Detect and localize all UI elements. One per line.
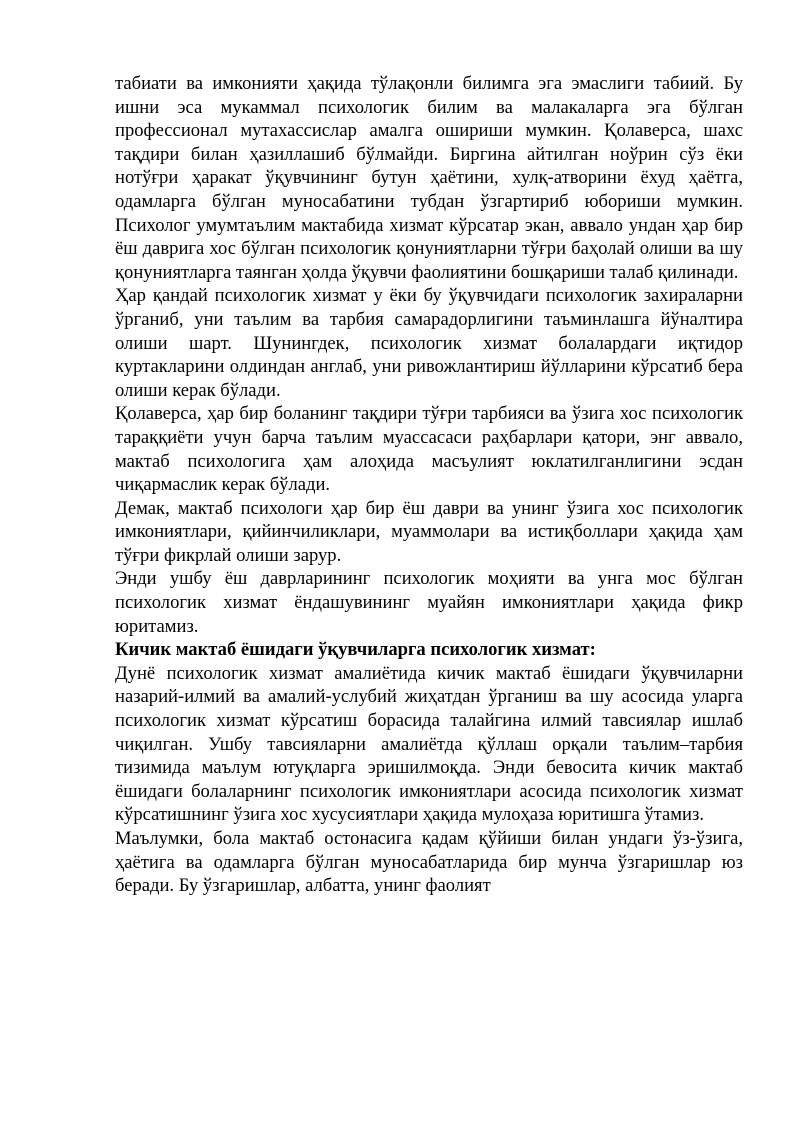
section-heading: Кичик мактаб ёшидаги ўқувчиларга психологик хизмат: — [115, 639, 596, 661]
paragraph-2: Ҳар қандай психологик хизмат у ёки бу ўқувчидаги психологик захираларни ўрганиб, уни таълим ва тарбия самарадорлигини таъминлашга йўналтира олиши шарт. Шунингдек, психологик хизмат болалардаги иқтидор куртакларини олдиндан англаб, уни ривожлантириш йўлларини кўрсатиб бера олиши керак бўлади. — [115, 285, 743, 401]
paragraph-5: Энди ушбу ёш даврларининг психологик моҳияти ва унга мос бўлган психологик хизмат ёндашувининг муайян имкониятлари ҳақида фикр юритамиз. — [115, 568, 743, 637]
paragraph-4: Демак, мактаб психологи ҳар бир ёш даври ва унинг ўзига хос психологик имкониятлари, қийинчиликлари, муаммолари ва истиқболлари ҳақида ҳам тўғри фикрлай олиши зарур. — [115, 497, 743, 566]
paragraph-3: Қолаверса, ҳар бир боланинг тақдири тўғри тарбияси ва ўзига хос психологик тараққиёти учун барча таълим муассасаси раҳбарлари қатори, энг аввало, мактаб психологига ҳам алоҳида масъулият юклатилганлигини эсдан чиқармаслик керак бўлади. — [115, 403, 743, 496]
paragraph-6: Дунё психологик хизмат амалиётида кичик мактаб ёшидаги ўқувчиларни назарий-илмий ва амалий-услубий жиҳатдан ўрганиш ва шу асосида уларга психологик хизмат кўрсатиш борасида талайгина илмий тавсиялар ишлаб чиқилган. Ушбу тавсияларни амалиётда қўллаш орқали таълим–тарбия тизимида маълум ютуқларга эришилмоқда. Энди бевосита кичик мактаб ёшидаги болаларнинг психологик имкониятлари асосида психологик хизмат кўрсатишнинг ўзига хос хусусиятлари ҳақида мулоҳаза юритишга ўтамиз. — [115, 662, 743, 826]
document-page — [115, 72, 743, 898]
paragraph-1: табиати ва имконияти ҳақида тўлақонли билимга эга эмаслиги табиий. Бу ишни эса мукаммал психологик билим ва малакаларга эга бўлган профессионал мутахассислар амалга ошириши мумкин. Қолаверса, шахс тақдири билан ҳазиллашиб бўлмайди. Биргина айтилган ноўрин сўз ёки нотўғри ҳаракат ўқувчининг бутун ҳаётини, хулқ-атворини ёхуд ҳаётга, одамларга бўлган муносабатини тубдан ўзгартириб юбориши мумкин. Психолог умумтаълим мактабида хизмат кўрсатар экан, аввало ундан ҳар бир ёш даврига хос бўлган психологик қонуниятларни тўғри баҳолай олиши ва шу қонуниятларга таянган ҳолда ўқувчи фаолиятини бошқариши талаб қилинади. — [115, 73, 743, 283]
paragraph-7: Маълумки, бола мактаб остонасига қадам қўйиши билан ундаги ўз-ўзига, ҳаётига ва одамларга бўлган муносабатларида бир мунча ўзгаришлар юз беради. Бу ўзгаришлар, албатта, унинг фаолият — [115, 828, 743, 897]
